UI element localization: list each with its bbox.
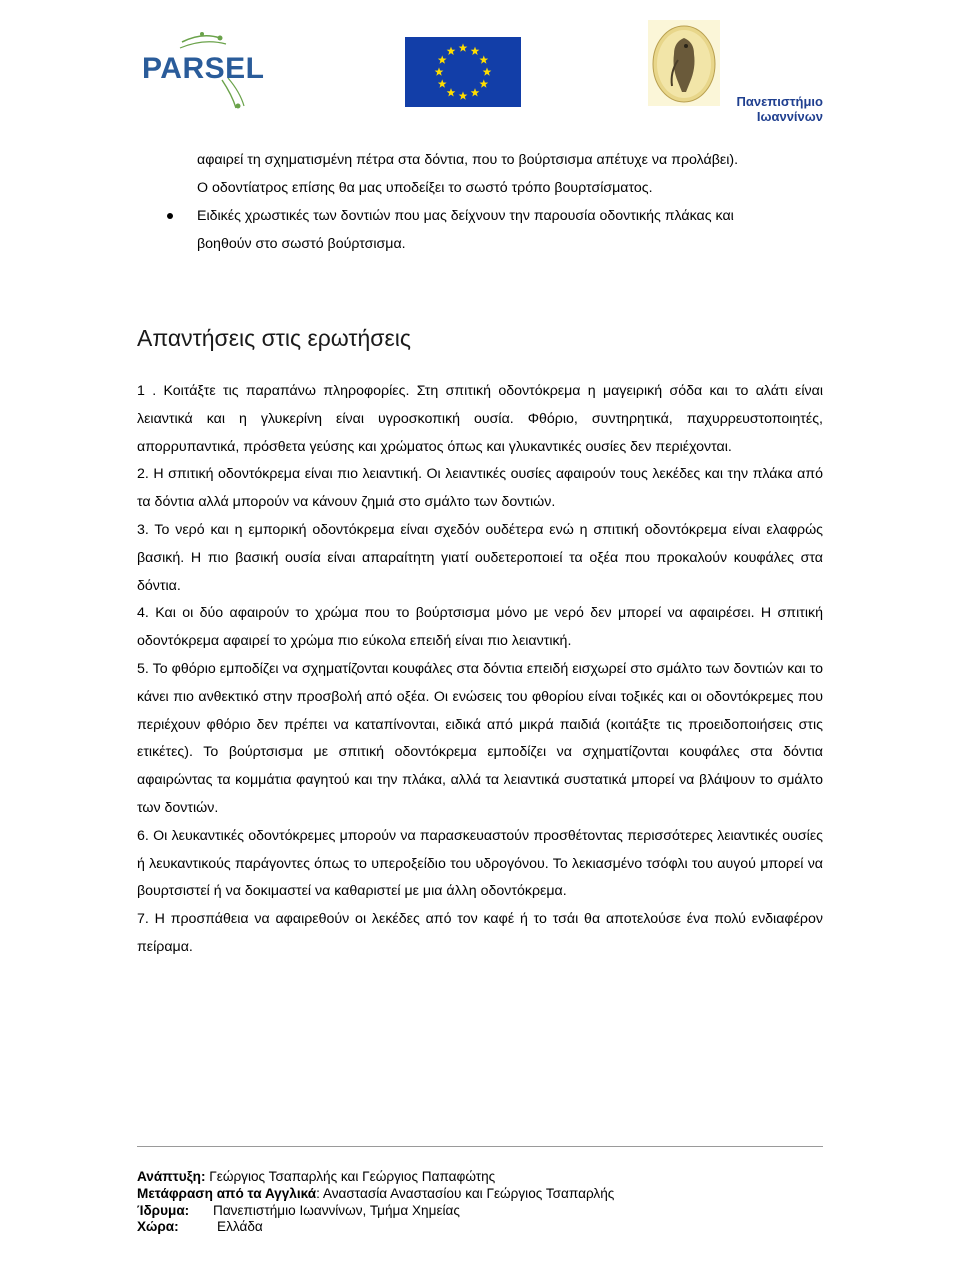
footer-developer [137, 1169, 823, 1186]
bullet-line: Ο οδοντίατρος επίσης θα μας υποδείξει το σωστό τρόπο βουρτσίσματος. [197, 180, 653, 196]
footer-institution-label: Ίδρυμα: [137, 1202, 190, 1218]
eu-star-icon [435, 67, 444, 75]
bullet-dot-icon [167, 213, 173, 219]
footer-developer-value: Γεώργιος Τσαπαρλής και Γεώργιος Παπαφώτης [209, 1169, 496, 1184]
page-content [137, 146, 823, 962]
eu-star-icon [479, 79, 488, 87]
eu-star-icon [459, 91, 468, 99]
page-header [0, 0, 960, 140]
footer-country-value: Ελλάδα [217, 1219, 263, 1235]
university-name-line1: Πανεπιστήμιο [736, 94, 823, 109]
parsel-logo [132, 30, 272, 110]
bullet-line: αφαιρεί τη σχηματισμένη πέτρα στα δόντια, που το βούρτσισμα απέτυχε να προλάβει). [197, 152, 739, 168]
answer-paragraph: 5. Το φθόριο εμποδίζει να σχηματίζονται κουφάλες στα δόντια επειδή εισχωρεί στο σμάλτο των δοντιών και το κάνει πιο ανθεκτικό στην προσβολή από οξέα. Οι ενώσεις του φθορίου είναι τοξικές και οι οδοντόκρεμες που περιέχουν φθόριο δεν πρέπει να καταπίνονται, ειδικά από μικρά παιδιά (κοιτάξτε τις προειδοποιήσεις στις ετικέτες). Το βούρτσισμα με σπιτική οδοντόκρεμα εμποδίζει να σχηματίζονται κουφάλες στα δόντια αφαιρώντας τα κομμάτια φαγητού και την πλάκα, αλλά τα λειαντικά συστατικά μπορεί να βλάψουν το σμάλτο των δοντιών. [137, 660, 823, 816]
footer-institution-value: Πανεπιστήμιο Ιωαννίνων, Τμήμα Χημείας [213, 1202, 460, 1218]
eu-star-icon [483, 67, 492, 75]
parsel-logo-text: PARSEL [142, 52, 265, 85]
footer-country-label: Χώρα: [137, 1219, 179, 1235]
page-footer [137, 1146, 823, 1236]
bullet-line: βοηθούν στο σωστό βούρτσισμα. [197, 236, 406, 252]
eu-flag-logo [405, 37, 521, 107]
footer-translation-value: : Αναστασία Αναστασίου και Γεώργιος Τσαπαρλής [316, 1185, 615, 1201]
answer-paragraph: 7. Η προσπάθεια να αφαιρεθούν οι λεκέδες από τον καφέ ή το τσάι θα αποτελούσε ένα πολύ ενδιαφέρον πείραμα. [137, 911, 823, 955]
eu-star-icon [438, 55, 447, 63]
footer-institution [137, 1203, 823, 1220]
university-name [737, 94, 824, 124]
footer-translation-label: Μετάφραση από τα Αγγλικά [137, 1185, 317, 1201]
section-heading: Απαντήσεις στις ερωτήσεις [137, 325, 411, 351]
university-owl-seal [648, 20, 720, 106]
eu-star-icon [479, 55, 488, 63]
eu-star-icon [459, 43, 468, 51]
eu-star-icon [471, 88, 480, 96]
footer-divider [137, 1146, 823, 1147]
bullet-item [197, 146, 823, 202]
bullet-line: Ειδικές χρωστικές των δοντιών που μας δείχνουν την παρουσία οδοντικής πλάκας και [197, 208, 734, 224]
bullet-list [137, 146, 823, 258]
eu-star-icon [438, 79, 447, 87]
university-name-line2: Ιωαννίνων [756, 109, 823, 124]
eu-star-icon [447, 88, 456, 96]
answer-paragraph: 2. Η σπιτική οδοντόκρεμα είναι πιο λειαντική. Οι λειαντικές ουσίες αφαιρούν τους λεκέδες και την πλάκα από τα δόντια αλλά μπορούν να κάνουν ζημιά στο σμάλτο των δοντιών. [137, 466, 823, 511]
bullet-item [197, 202, 823, 258]
footer-translation [137, 1186, 823, 1203]
eu-star-icon [447, 47, 456, 55]
footer-developer-label: Ανάπτυξη: [137, 1169, 206, 1184]
eu-star-icon [471, 47, 480, 55]
answer-paragraph: 4. Και οι δύο αφαιρούν το χρώμα που το βούρτσισμα μόνο με νερό δεν μπορεί να αφαιρέσει. Η σπιτική οδοντόκρεμα αφαιρεί το χρώμα πιο εύκολα επειδή είναι πιο λειαντική. [137, 605, 823, 650]
answer-paragraph: 3. Το νερό και η εμπορική οδοντόκρεμα είναι σχεδόν ουδέτερα ενώ η σπιτική οδοντόκρεμα είναι ελαφρώς βασική. Η πιο βασική ουσία είναι απαραίτητη γιατί ουδετεροποιεί τα οξέα που προκαλούν κουφάλες στα δόντια. [137, 521, 823, 594]
footer-country [137, 1219, 823, 1236]
answer-paragraph: 6. Οι λευκαντικές οδοντόκρεμες μπορούν να παρασκευαστούν προσθέτοντας περισσότερες λειαντικές ουσίες ή λευκαντικούς παράγοντες όπως το υπεροξείδιο του υδρογόνου. Το λεκιασμένο τσόφλι του αυγού μπορεί να βουρτσιστεί ή να δοκιμαστεί να καθαριστεί με μια άλλη οδοντόκρεμα. [137, 827, 823, 900]
answer-paragraph: 1 . Κοιτάξτε τις παραπάνω πληροφορίες. Στη σπιτική οδοντόκρεμα η μαγειρική σόδα και το αλάτι είναι λειαντικά και η γλυκερίνη είναι υγροσκοπική ουσία. Φθόριο, συντηρητικά, παχυρρευστοποιητές, απορρυπαντικά, πρόσθετα γεύσης και χρώματος όπως και γλυκαντικές ουσίες δεν περιέχονται. [137, 383, 823, 455]
answers-list [137, 378, 823, 962]
